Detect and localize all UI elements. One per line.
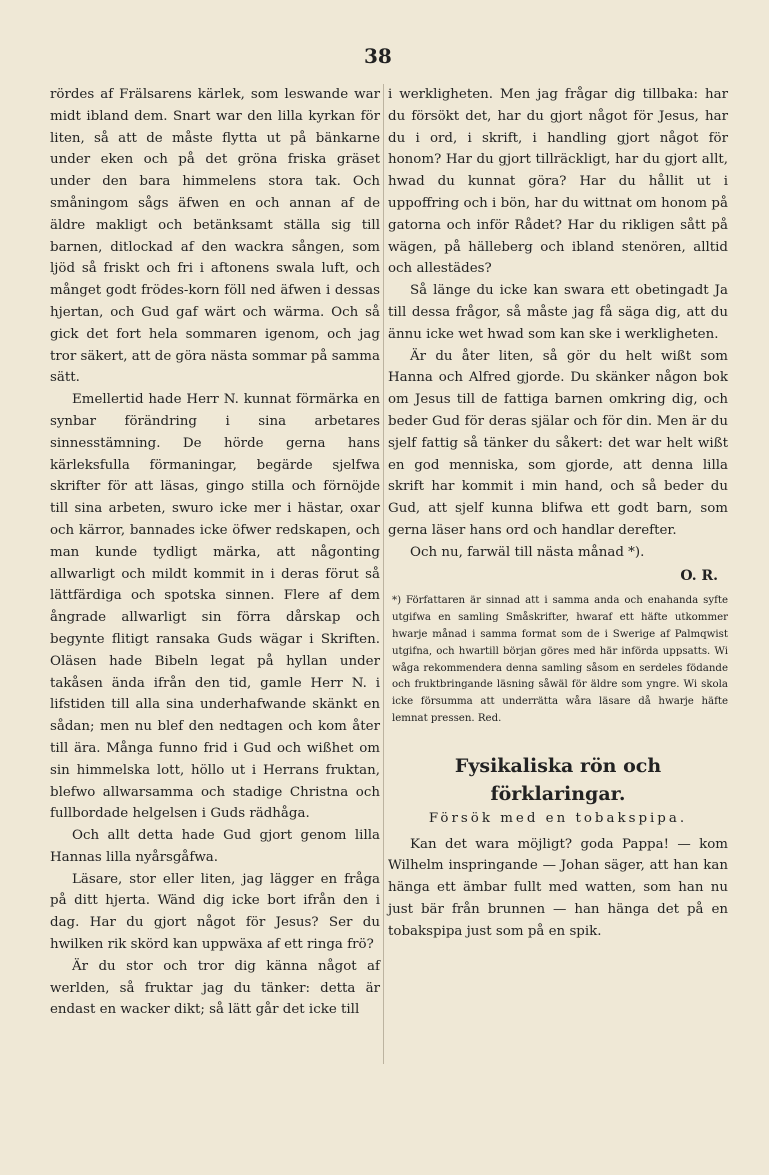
paragraph: Är du stor och tror dig känna något af werlden, så fruktar jag du tänker: detta är endast en wacker dikt; så lätt går det icke till <box>50 958 380 1018</box>
paragraph: i werkligheten. Men jag frågar dig tillbaka: har du försökt det, har du gjort något för Jesus, har du i ord, i skrift, i handling gjort något för honom? Har du gjort tillräckligt, har du gjort allt, hwad du kunnat göra? Har du hållit ut i uppoffring och i bön, har du wittnat om honom på gatorna och inför Rådet? Har du rikligen sått på wägen, på hälleberg och ibland stenören, alltid och allestädes? <box>388 87 728 277</box>
footnote-sign: Red. <box>477 712 502 724</box>
author-signature: O. R. <box>680 567 718 584</box>
section-subtitle: Försök med en tobakspipa. <box>428 810 688 826</box>
left-column <box>50 84 380 1021</box>
column-divider <box>383 84 384 1064</box>
paragraph: Emellertid hade Herr N. kunnat förmärka en synbar förändring i sina arbetares sinnesstämning. De hörde gerna hans kärleksfulla förmaningar, begärde sjelfwa skrifter för att läsas, gingo stilla och förnöjde till sina arbeten, swuro icke mer i hästar, oxar och kärror, bannades icke öfwer redskapen, och man kunde tydligt märka, att någonting allwarligt och mildt kommit in i deras förut så lättfärdiga och spotska sinnen. Flere af dem ångrade allwarligt sin förra dårskap och begynte flitigt ransaka Guds wägar i Skriften. Oläsen hade Bibeln legat på hyllan under takåsen ända ifrån den tid, gamle Herr N. i lifstiden till alla sina underhafwande skänkt en sådan; men nu blef den nedtagen och kom åter till ära. Många funno frid i Gud och wißhet om sin himmelska lott, höllo ut i Herrans fruktan, blefwo allwarsamma och stadige Christna och fullbordade helgelsen i Guds rädhåga. <box>50 392 380 822</box>
footnote <box>388 593 728 727</box>
paragraph: Så länge du icke kan swara ett obetingadt Ja till dessa frågor, så måste jag få säga dig, att du ännu icke wet hwad som kan ske i werkligheten. <box>388 283 728 342</box>
paragraph: Är du åter liten, så gör du helt wißt som Hanna och Alfred gjorde. Du skänker någon bok om Jesus till de fattiga barnen omkring dig, och beder Gud för deras själar och för din. Men är du sjelf fattig så tänker du såkert: det war helt wißt en god menniska, som gjorde, att denna lilla skrift har kommit i min hand, och så beder du Gud, att sjelf kunna blifwa ett godt barn, som gerna läser hans ord och handlar derefter. <box>388 348 728 538</box>
paragraph: Läsare, stor eller liten, jag lägger en fråga på ditt hjerta. Wänd dig icke bort ifrån den i dag. Har du gjort något för Jesus? Ser du hwilken rik skörd kan uppwäxa af ett ringa frö? <box>50 871 380 953</box>
paragraph: Kan det wara möjligt? goda Pappa! — kom Wilhelm inspringande — Johan säger, att han kan hänga ett ämbar fullt med watten, som han nu just bär från brunnen — han hänga det på en tobakspipa just som på en spik. <box>388 836 728 939</box>
paragraph: Och allt detta hade Gud gjort genom lilla Hannas lilla nyårsgåfwa. <box>50 828 380 865</box>
right-column <box>388 84 728 942</box>
page-number: 38 <box>364 44 392 68</box>
paragraph: rördes af Frälsarens kärlek, som leswande war midt ibland dem. Snart war den lilla kyrkan för liten, så att de måste flytta ut på bänkarne under eken och på det gröna friska gräset under den bara himmelens stora tak. Och småningom sågs äfwen en och annan af de äldre makligt och betänksamt ställa sig till barnen, ditlockad af den wackra sången, som ljöd så friskt och fri i aftonens swala luft, och månget godt frödes-korn föll ned äfwen i dessas hjertan, och Gud gaf wärt och wärma. Och så gick det fort hela sommaren igenom, och jag tror säkert, att de göra nästa sommar på samma sätt. <box>50 87 380 386</box>
paragraph: Och nu, farwäl till nästa månad *). <box>410 544 645 560</box>
section-title: Fysikaliska rön och förklaringar. <box>454 754 662 805</box>
footnote-text: *) Författaren är sinnad att i samma anda och enahanda syfte utgifwa en samling Småskrifter, hwaraf ett häfte utkommer hwarje månad i samma format som de i Swerige af Palmqwist utgifna, och hwartill början göres med här införda uppsatts. Wi wåga rekommendera denna samling såsom en serdeles födande och fruktbringande läsning såwäl för äldre som yngre. Wi skola icke försumma att underrätta wåra läsare då hwarje häfte lemnat pressen. <box>392 595 728 724</box>
